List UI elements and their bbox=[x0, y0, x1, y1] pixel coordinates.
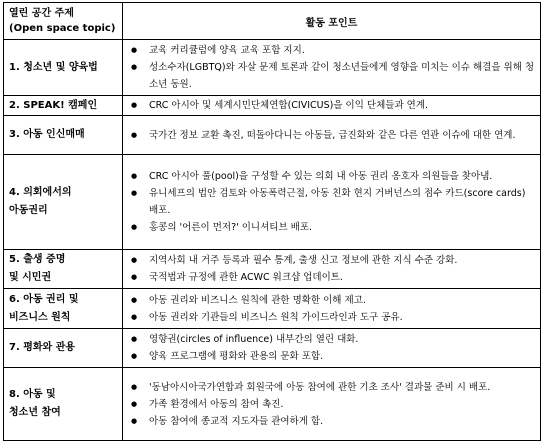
topic-cell bbox=[4, 96, 123, 116]
bullet-list bbox=[129, 168, 536, 236]
points-cell bbox=[123, 329, 541, 368]
bullet-list bbox=[129, 379, 536, 430]
table-row bbox=[4, 289, 541, 329]
topic-line1: 6. 아동 권리 및 bbox=[9, 293, 79, 305]
topic-line1: 5. 출생 증명 bbox=[9, 254, 66, 265]
list-item: ● 가족 환경에서 아동의 참여 촉진. bbox=[129, 396, 536, 413]
topic-cell bbox=[4, 368, 123, 441]
topic-line1: 8. 아동 및 bbox=[9, 389, 56, 400]
bullet-list bbox=[129, 127, 536, 144]
bullet-list bbox=[129, 292, 536, 326]
topic-line1: 2. SPEAK! 캠페인 bbox=[9, 99, 98, 111]
header-row bbox=[4, 3, 541, 40]
open-space-table-wrapper bbox=[3, 2, 541, 441]
topic-line2: 비즈니스 원칙 bbox=[9, 311, 71, 323]
topic-cell bbox=[4, 116, 123, 155]
topic-line2: 및 시민권 bbox=[9, 272, 52, 283]
table-row bbox=[4, 96, 541, 116]
list-item: ● 아동 권리와 기관들의 비즈니스 원칙 가이드라인과 도구 공유. bbox=[129, 309, 536, 326]
open-space-table bbox=[3, 2, 541, 441]
table-row bbox=[4, 368, 541, 441]
points-cell bbox=[123, 289, 541, 329]
topic-cell bbox=[4, 289, 123, 329]
header-points-cell: 활동 포인트 bbox=[123, 3, 541, 40]
list-item: ● 지역사회 내 거주 등록과 필수 통계, 출생 신고 정보에 관한 지식 수준 강화. bbox=[129, 252, 536, 269]
points-cell bbox=[123, 40, 541, 96]
bullet-list bbox=[129, 331, 536, 365]
header-topic-line1: 열린 공간 주제 bbox=[9, 8, 74, 19]
table-row bbox=[4, 250, 541, 289]
list-item: ● 국적법과 규정에 관한 ACWC 워크샵 업데이트. bbox=[129, 269, 536, 286]
header-topic-line2: (Open space topic) bbox=[9, 23, 116, 34]
table-row bbox=[4, 40, 541, 96]
points-cell bbox=[123, 116, 541, 155]
topic-cell bbox=[4, 40, 123, 96]
points-cell bbox=[123, 155, 541, 250]
points-cell bbox=[123, 96, 541, 116]
list-item: ● 국가간 정보 교환 촉진, 떠돌아다니는 아동들, 급진화와 같은 다른 연관 이슈에 대한 연계. bbox=[129, 127, 536, 144]
topic-line2: 아동권리 bbox=[9, 205, 48, 216]
table-row bbox=[4, 329, 541, 368]
list-item: ● 홍콩의 '어른이 먼저?' 이니셔티브 배포. bbox=[129, 219, 536, 236]
header-topic-cell bbox=[4, 3, 123, 40]
list-item: ● 교육 커리큘럼에 양육 교육 포함 지지. bbox=[129, 42, 536, 59]
topic-cell bbox=[4, 155, 123, 250]
table-row bbox=[4, 155, 541, 250]
bullet-list bbox=[129, 252, 536, 286]
list-item: ● 양육 프로그램에 평화와 관용의 문화 포함. bbox=[129, 348, 536, 365]
list-item: ● '동남아시아국가연합과 회원국에 아동 참여에 관한 기초 조사' 결과물 준비 시 배포. bbox=[129, 379, 536, 396]
topic-line2: 청소년 참여 bbox=[9, 407, 61, 418]
list-item: ● 성소수자(LGBTQ)와 자살 문제 토론과 같이 청소년들에게 영향을 미치는 이슈 해결을 위해 청소년 동원. bbox=[129, 59, 536, 93]
table-row bbox=[4, 116, 541, 155]
bullet-list bbox=[129, 97, 536, 114]
points-cell bbox=[123, 250, 541, 289]
topic-cell bbox=[4, 329, 123, 368]
list-item: ● 아동 참여에 종교적 지도자들 관여하게 함. bbox=[129, 413, 536, 430]
topic-cell bbox=[4, 250, 123, 289]
bullet-list bbox=[129, 42, 536, 93]
list-item: ● 아동 권리와 비즈니스 원칙에 관한 명확한 이해 제고. bbox=[129, 292, 536, 309]
list-item: ● CRC 아시아 및 세계시민단체연합(CIVICUS)을 이익 단체들과 연계. bbox=[129, 97, 536, 114]
list-item: ● 유니세프의 법안 검토와 아동폭력근절, 아동 친화 현지 거버넌스의 점수 카드(score cards) 배포. bbox=[129, 185, 536, 219]
topic-line1: 1. 청소년 및 양육법 bbox=[9, 61, 98, 73]
list-item: ● CRC 아시아 풀(pool)을 구성할 수 있는 의회 내 아동 권리 옹호자 의원들을 찾아냄. bbox=[129, 168, 536, 185]
topic-line1: 7. 평화와 관용 bbox=[9, 342, 76, 353]
points-cell bbox=[123, 368, 541, 441]
topic-line1: 4. 의회에서의 bbox=[9, 187, 72, 198]
list-item: ● 영향권(circles of influence) 내부간의 열린 대화. bbox=[129, 331, 536, 348]
topic-line1: 3. 아동 인신매매 bbox=[9, 129, 85, 140]
